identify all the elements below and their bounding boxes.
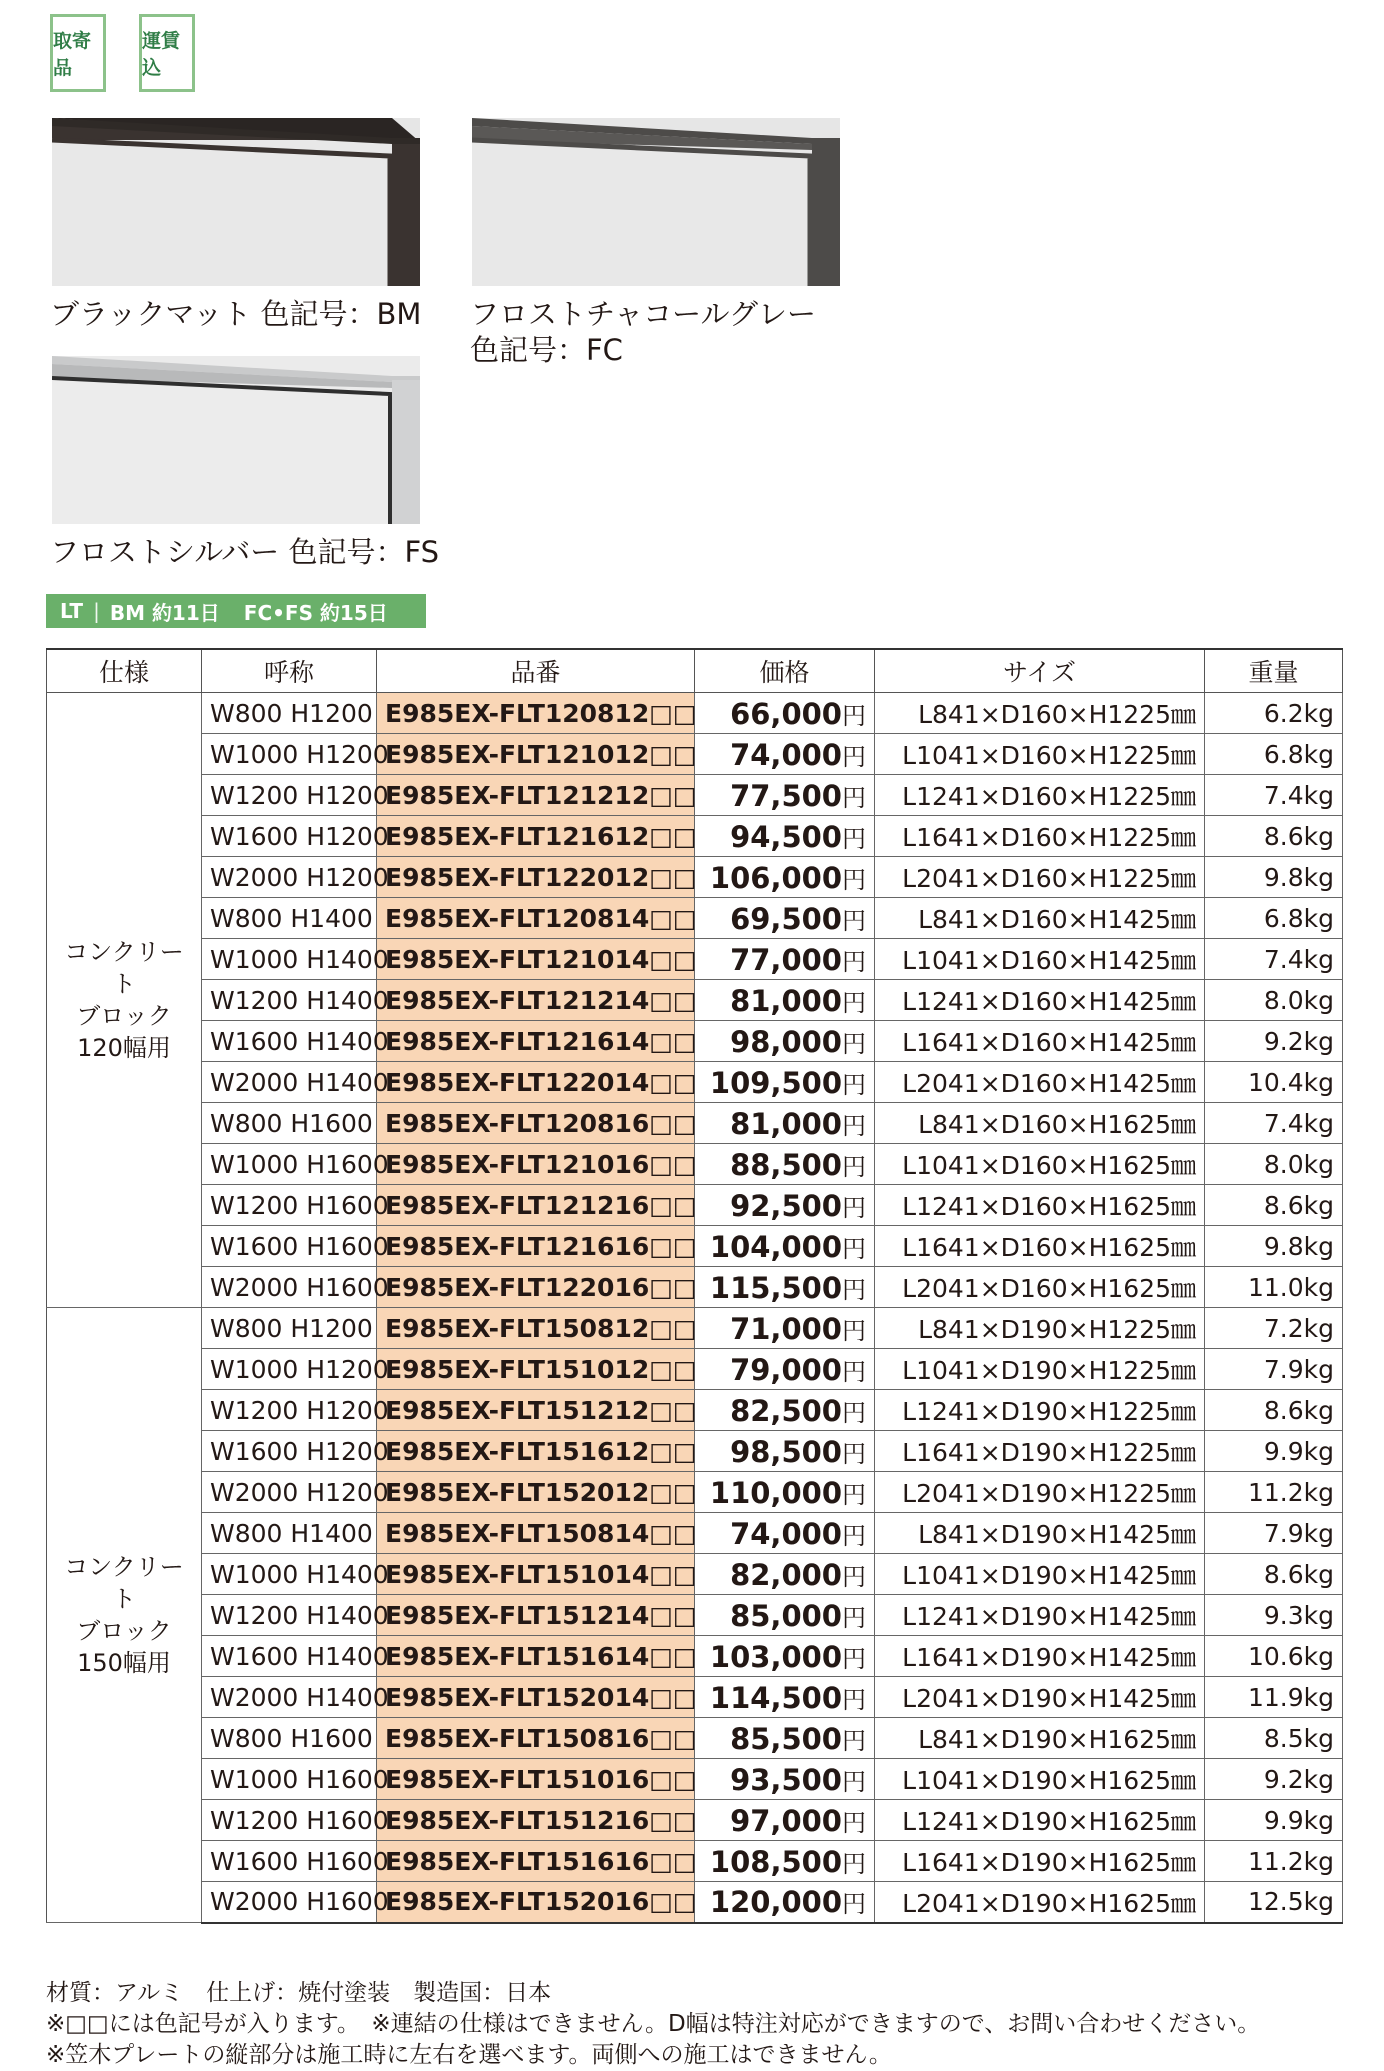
cell-code: E985EX-FLT151214□□ [377,1595,695,1636]
price-value: 81,000 [730,983,842,1018]
cell-price [695,1021,875,1062]
cell-name: W1600 H1400 [202,1021,377,1062]
table-row [47,1595,1343,1636]
cell-weight: 11.9kg [1205,1677,1343,1718]
cell-name: W1200 H1600 [202,1800,377,1841]
cell-price [695,1062,875,1103]
table-row [47,1841,1343,1882]
table-row [47,693,1343,734]
price-yen: 円 [842,783,866,812]
cell-name: W1200 H1600 [202,1185,377,1226]
table-row [47,1472,1343,1513]
cell-weight: 6.8kg [1205,734,1343,775]
price-value: 69,500 [730,901,842,936]
price-value: 108,500 [709,1844,842,1879]
cell-name: W2000 H1200 [202,857,377,898]
price-value: 115,500 [709,1270,842,1305]
cell-size: L1241×D190×H1425㎜ [875,1595,1205,1636]
cell-code: E985EX-FLT150816□□ [377,1718,695,1759]
price-yen: 円 [842,988,866,1017]
cell-name: W1000 H1600 [202,1759,377,1800]
cell-code: E985EX-FLT151014□□ [377,1554,695,1595]
table-row [47,1554,1343,1595]
cell-weight: 11.0kg [1205,1267,1343,1308]
cell-code: E985EX-FLT121616□□ [377,1226,695,1267]
cell-weight: 10.4kg [1205,1062,1343,1103]
cell-name: W1600 H1600 [202,1841,377,1882]
cell-code: E985EX-FLT121016□□ [377,1144,695,1185]
cell-name: W1600 H1200 [202,816,377,857]
cell-price [695,1595,875,1636]
price-value: 71,000 [730,1311,842,1346]
price-yen: 円 [842,1562,866,1591]
cell-size: L841×D190×H1225㎜ [875,1308,1205,1349]
price-value: 82,500 [730,1393,842,1428]
cell-weight: 7.4kg [1205,775,1343,816]
price-yen: 円 [842,1029,866,1058]
price-yen: 円 [842,701,866,730]
cell-price [695,1841,875,1882]
price-yen: 円 [842,865,866,894]
cell-weight: 8.6kg [1205,1185,1343,1226]
price-value: 94,500 [730,819,842,854]
price-value: 74,000 [730,737,842,772]
price-value: 103,000 [709,1639,842,1674]
price-yen: 円 [842,1767,866,1796]
swatch-frost-silver [52,356,420,524]
cell-size: L1041×D190×H1425㎜ [875,1554,1205,1595]
cell-name: W800 H1600 [202,1718,377,1759]
cell-name: W2000 H1600 [202,1882,377,1923]
price-value: 92,500 [730,1188,842,1223]
cell-weight: 9.2kg [1205,1021,1343,1062]
cell-price [695,857,875,898]
note-cap-plate: ※笠木プレートの縦部分は施工時に左右を選べます。両側への施工はできません。 [46,2042,892,2068]
cell-price [695,1677,875,1718]
price-value: 85,000 [730,1598,842,1633]
table-row [47,1062,1343,1103]
cell-size: L2041×D190×H1225㎜ [875,1472,1205,1513]
cell-size: L1041×D190×H1625㎜ [875,1759,1205,1800]
badge-shipping-included: 運賃込 [139,14,195,92]
cell-weight: 9.8kg [1205,1226,1343,1267]
cell-price [695,1390,875,1431]
price-value: 106,000 [709,860,842,895]
price-value: 110,000 [709,1475,842,1510]
price-yen: 円 [842,1152,866,1181]
table-row [47,1308,1343,1349]
cell-name: W2000 H1400 [202,1062,377,1103]
table-row [47,1718,1343,1759]
cell-size: L1641×D160×H1625㎜ [875,1226,1205,1267]
swatch-frost-charcoal-gray [472,118,840,286]
category-line: コンクリート [64,938,184,998]
cell-size: L841×D160×H1225㎜ [875,693,1205,734]
cell-price [695,1185,875,1226]
table-row [47,857,1343,898]
cell-code: E985EX-FLT151616□□ [377,1841,695,1882]
price-value: 98,500 [730,1434,842,1469]
cell-code: E985EX-FLT120814□□ [377,898,695,939]
lead-time-code: LT [60,599,84,623]
table-row [47,1800,1343,1841]
price-value: 82,000 [730,1557,842,1592]
cell-size: L841×D160×H1425㎜ [875,898,1205,939]
price-value: 81,000 [730,1106,842,1141]
table-row [47,1390,1343,1431]
cell-code: E985EX-FLT121216□□ [377,1185,695,1226]
cell-size: L1241×D160×H1625㎜ [875,1185,1205,1226]
table-row [47,1021,1343,1062]
cell-size: L1641×D190×H1425㎜ [875,1636,1205,1677]
price-yen: 円 [842,1480,866,1509]
category-line: 120幅用 [77,1034,171,1062]
cell-code: E985EX-FLT151612□□ [377,1431,695,1472]
cell-code: E985EX-FLT122014□□ [377,1062,695,1103]
table-row [47,1144,1343,1185]
lead-time-separator: | [93,599,100,623]
price-value: 120,000 [709,1885,842,1920]
price-value: 97,000 [730,1803,842,1838]
cell-weight: 9.2kg [1205,1759,1343,1800]
price-value: 93,500 [730,1762,842,1797]
note-material: 材質：アルミ 仕上げ：焼付塗装 製造国：日本 [46,1980,552,2006]
price-value: 98,000 [730,1024,842,1059]
cell-price [695,1308,875,1349]
lead-time-fcfs: FC•FS 約15日 [243,600,388,625]
table-row [47,939,1343,980]
cell-weight: 7.4kg [1205,1103,1343,1144]
cell-weight: 7.9kg [1205,1513,1343,1554]
cell-price [695,1349,875,1390]
table-row [47,1759,1343,1800]
cell-name: W1000 H1200 [202,1349,377,1390]
header-code: 品番 [377,649,695,693]
price-yen: 円 [842,947,866,976]
cell-name: W800 H1200 [202,1308,377,1349]
price-yen: 円 [842,1439,866,1468]
cell-name: W1000 H1600 [202,1144,377,1185]
cell-code: E985EX-FLT150814□□ [377,1513,695,1554]
cell-price [695,1554,875,1595]
cell-code: E985EX-FLT121612□□ [377,816,695,857]
cell-price [695,1882,875,1923]
category-line: ブロック [76,1002,172,1030]
cell-price [695,1144,875,1185]
price-yen: 円 [842,1685,866,1714]
cell-price [695,980,875,1021]
price-yen: 円 [842,1070,866,1099]
cell-code: E985EX-FLT151614□□ [377,1636,695,1677]
cell-code: E985EX-FLT121014□□ [377,939,695,980]
table-row [47,816,1343,857]
cell-price [695,1759,875,1800]
table-row [47,980,1343,1021]
category-line: コンクリート [64,1553,184,1613]
price-value: 77,000 [730,942,842,977]
cell-price [695,939,875,980]
table-row [47,1636,1343,1677]
cell-size: L2041×D160×H1425㎜ [875,1062,1205,1103]
cell-weight: 8.6kg [1205,1390,1343,1431]
lead-time-bm: BM 約11日 [109,600,220,625]
cell-size: L841×D190×H1425㎜ [875,1513,1205,1554]
cell-name: W800 H1200 [202,693,377,734]
cell-price [695,775,875,816]
table-header-row [47,649,1343,693]
cell-name: W1200 H1200 [202,1390,377,1431]
price-yen: 円 [842,1890,866,1919]
cell-price [695,1513,875,1554]
cell-size: L841×D160×H1625㎜ [875,1103,1205,1144]
cell-name: W2000 H1200 [202,1472,377,1513]
price-value: 88,500 [730,1147,842,1182]
cell-size: L1041×D160×H1225㎜ [875,734,1205,775]
price-value: 79,000 [730,1352,842,1387]
cell-code: E985EX-FLT152014□□ [377,1677,695,1718]
cell-code: E985EX-FLT151012□□ [377,1349,695,1390]
cell-price [695,898,875,939]
cell-code: E985EX-FLT121614□□ [377,1021,695,1062]
cell-name: W2000 H1400 [202,1677,377,1718]
cell-weight: 9.9kg [1205,1800,1343,1841]
price-yen: 円 [842,1357,866,1386]
price-value: 109,500 [709,1065,842,1100]
category-line: ブロック [76,1617,172,1645]
spec-table-body [47,693,1343,1923]
cell-code: E985EX-FLT151212□□ [377,1390,695,1431]
table-row [47,1226,1343,1267]
cell-weight: 8.0kg [1205,980,1343,1021]
price-yen: 円 [842,1644,866,1673]
cell-size: L2041×D160×H1225㎜ [875,857,1205,898]
cell-price [695,1103,875,1144]
price-yen: 円 [842,1111,866,1140]
cell-code: E985EX-FLT151016□□ [377,1759,695,1800]
cell-size: L2041×D190×H1425㎜ [875,1677,1205,1718]
cell-price [695,1636,875,1677]
note-color-code: ※□□には色記号が入ります。 ※連結の仕様はできません。D幅は特注対応ができますので、お問い合わせください。 [46,2011,1261,2037]
header-price: 価格 [695,649,875,693]
cell-name: W1600 H1400 [202,1636,377,1677]
price-yen: 円 [842,742,866,771]
cell-weight: 8.5kg [1205,1718,1343,1759]
cell-weight: 8.6kg [1205,816,1343,857]
cell-size: L1241×D190×H1625㎜ [875,1800,1205,1841]
table-row [47,1677,1343,1718]
category-cell [47,1308,202,1923]
badge-order-item: 取寄品 [50,14,106,92]
category-cell [47,693,202,1308]
cell-size: L1641×D160×H1225㎜ [875,816,1205,857]
cell-price [695,816,875,857]
cell-name: W800 H1400 [202,898,377,939]
cell-code: E985EX-FLT120812□□ [377,693,695,734]
cell-name: W800 H1400 [202,1513,377,1554]
cell-code: E985EX-FLT122012□□ [377,857,695,898]
table-row [47,898,1343,939]
cell-size: L2041×D190×H1625㎜ [875,1882,1205,1923]
cell-weight: 11.2kg [1205,1841,1343,1882]
table-row [47,734,1343,775]
caption-black-matte: ブラックマット 色記号：BM [50,297,422,331]
price-yen: 円 [842,1603,866,1632]
price-yen: 円 [842,1849,866,1878]
cell-price [695,1267,875,1308]
cell-name: W1000 H1400 [202,939,377,980]
cell-weight: 9.8kg [1205,857,1343,898]
cell-code: E985EX-FLT120816□□ [377,1103,695,1144]
caption-frost-silver: フロストシルバー 色記号：FS [50,535,440,569]
cell-weight: 6.8kg [1205,898,1343,939]
table-row [47,1267,1343,1308]
cell-code: E985EX-FLT121012□□ [377,734,695,775]
cell-weight: 8.6kg [1205,1554,1343,1595]
header-weight: 重量 [1205,649,1343,693]
cell-weight: 7.9kg [1205,1349,1343,1390]
table-row [47,1431,1343,1472]
cell-price [695,1800,875,1841]
price-yen: 円 [842,1726,866,1755]
cell-size: L1641×D190×H1225㎜ [875,1431,1205,1472]
cell-size: L1241×D160×H1425㎜ [875,980,1205,1021]
swatch-black-matte [52,118,420,286]
cell-size: L1241×D160×H1225㎜ [875,775,1205,816]
notes [46,1978,1260,2071]
cell-weight: 7.2kg [1205,1308,1343,1349]
cell-name: W1000 H1200 [202,734,377,775]
price-yen: 円 [842,1398,866,1427]
price-yen: 円 [842,1275,866,1304]
cell-weight: 9.3kg [1205,1595,1343,1636]
header-spec: 仕様 [47,649,202,693]
cell-price [695,693,875,734]
cell-price [695,1431,875,1472]
price-value: 77,500 [730,778,842,813]
table-row [47,775,1343,816]
cell-name: W1200 H1200 [202,775,377,816]
cell-weight: 6.2kg [1205,693,1343,734]
price-value: 85,500 [730,1721,842,1756]
cell-price [695,1472,875,1513]
price-value: 66,000 [730,696,842,731]
price-value: 114,500 [709,1680,842,1715]
cell-size: L1241×D190×H1225㎜ [875,1390,1205,1431]
price-yen: 円 [842,824,866,853]
cell-price [695,1226,875,1267]
spec-table [46,648,1343,1924]
cell-name: W1200 H1400 [202,980,377,1021]
cell-name: W2000 H1600 [202,1267,377,1308]
cell-price [695,1718,875,1759]
cell-size: L841×D190×H1625㎜ [875,1718,1205,1759]
cell-size: L1041×D160×H1425㎜ [875,939,1205,980]
cell-size: L1041×D160×H1625㎜ [875,1144,1205,1185]
cell-weight: 8.0kg [1205,1144,1343,1185]
cell-weight: 11.2kg [1205,1472,1343,1513]
cell-code: E985EX-FLT151216□□ [377,1800,695,1841]
cell-price [695,734,875,775]
price-yen: 円 [842,1234,866,1263]
table-row [47,1349,1343,1390]
cell-weight: 10.6kg [1205,1636,1343,1677]
cell-weight: 9.9kg [1205,1431,1343,1472]
header-size: サイズ [875,649,1205,693]
cell-code: E985EX-FLT150812□□ [377,1308,695,1349]
cell-name: W1600 H1600 [202,1226,377,1267]
cell-code: E985EX-FLT152016□□ [377,1882,695,1923]
cell-size: L2041×D160×H1625㎜ [875,1267,1205,1308]
cell-size: L1041×D190×H1225㎜ [875,1349,1205,1390]
table-row [47,1185,1343,1226]
price-value: 74,000 [730,1516,842,1551]
table-row [47,1882,1343,1923]
price-yen: 円 [842,1808,866,1837]
cell-code: E985EX-FLT121214□□ [377,980,695,1021]
price-yen: 円 [842,906,866,935]
price-value: 104,000 [709,1229,842,1264]
price-yen: 円 [842,1521,866,1550]
cell-name: W800 H1600 [202,1103,377,1144]
cell-code: E985EX-FLT121212□□ [377,775,695,816]
cell-size: L1641×D160×H1425㎜ [875,1021,1205,1062]
lead-time-bar [46,594,426,628]
cell-weight: 7.4kg [1205,939,1343,980]
cell-code: E985EX-FLT122016□□ [377,1267,695,1308]
price-yen: 円 [842,1316,866,1345]
table-row [47,1103,1343,1144]
cell-weight: 12.5kg [1205,1882,1343,1923]
table-row [47,1513,1343,1554]
cell-name: W1000 H1400 [202,1554,377,1595]
cell-code: E985EX-FLT152012□□ [377,1472,695,1513]
cell-name: W1600 H1200 [202,1431,377,1472]
price-yen: 円 [842,1193,866,1222]
cell-size: L1641×D190×H1625㎜ [875,1841,1205,1882]
cell-name: W1200 H1400 [202,1595,377,1636]
header-name: 呼称 [202,649,377,693]
caption-frost-charcoal-gray: フロストチャコールグレー 色記号：FC [470,297,816,367]
category-line: 150幅用 [77,1649,171,1677]
